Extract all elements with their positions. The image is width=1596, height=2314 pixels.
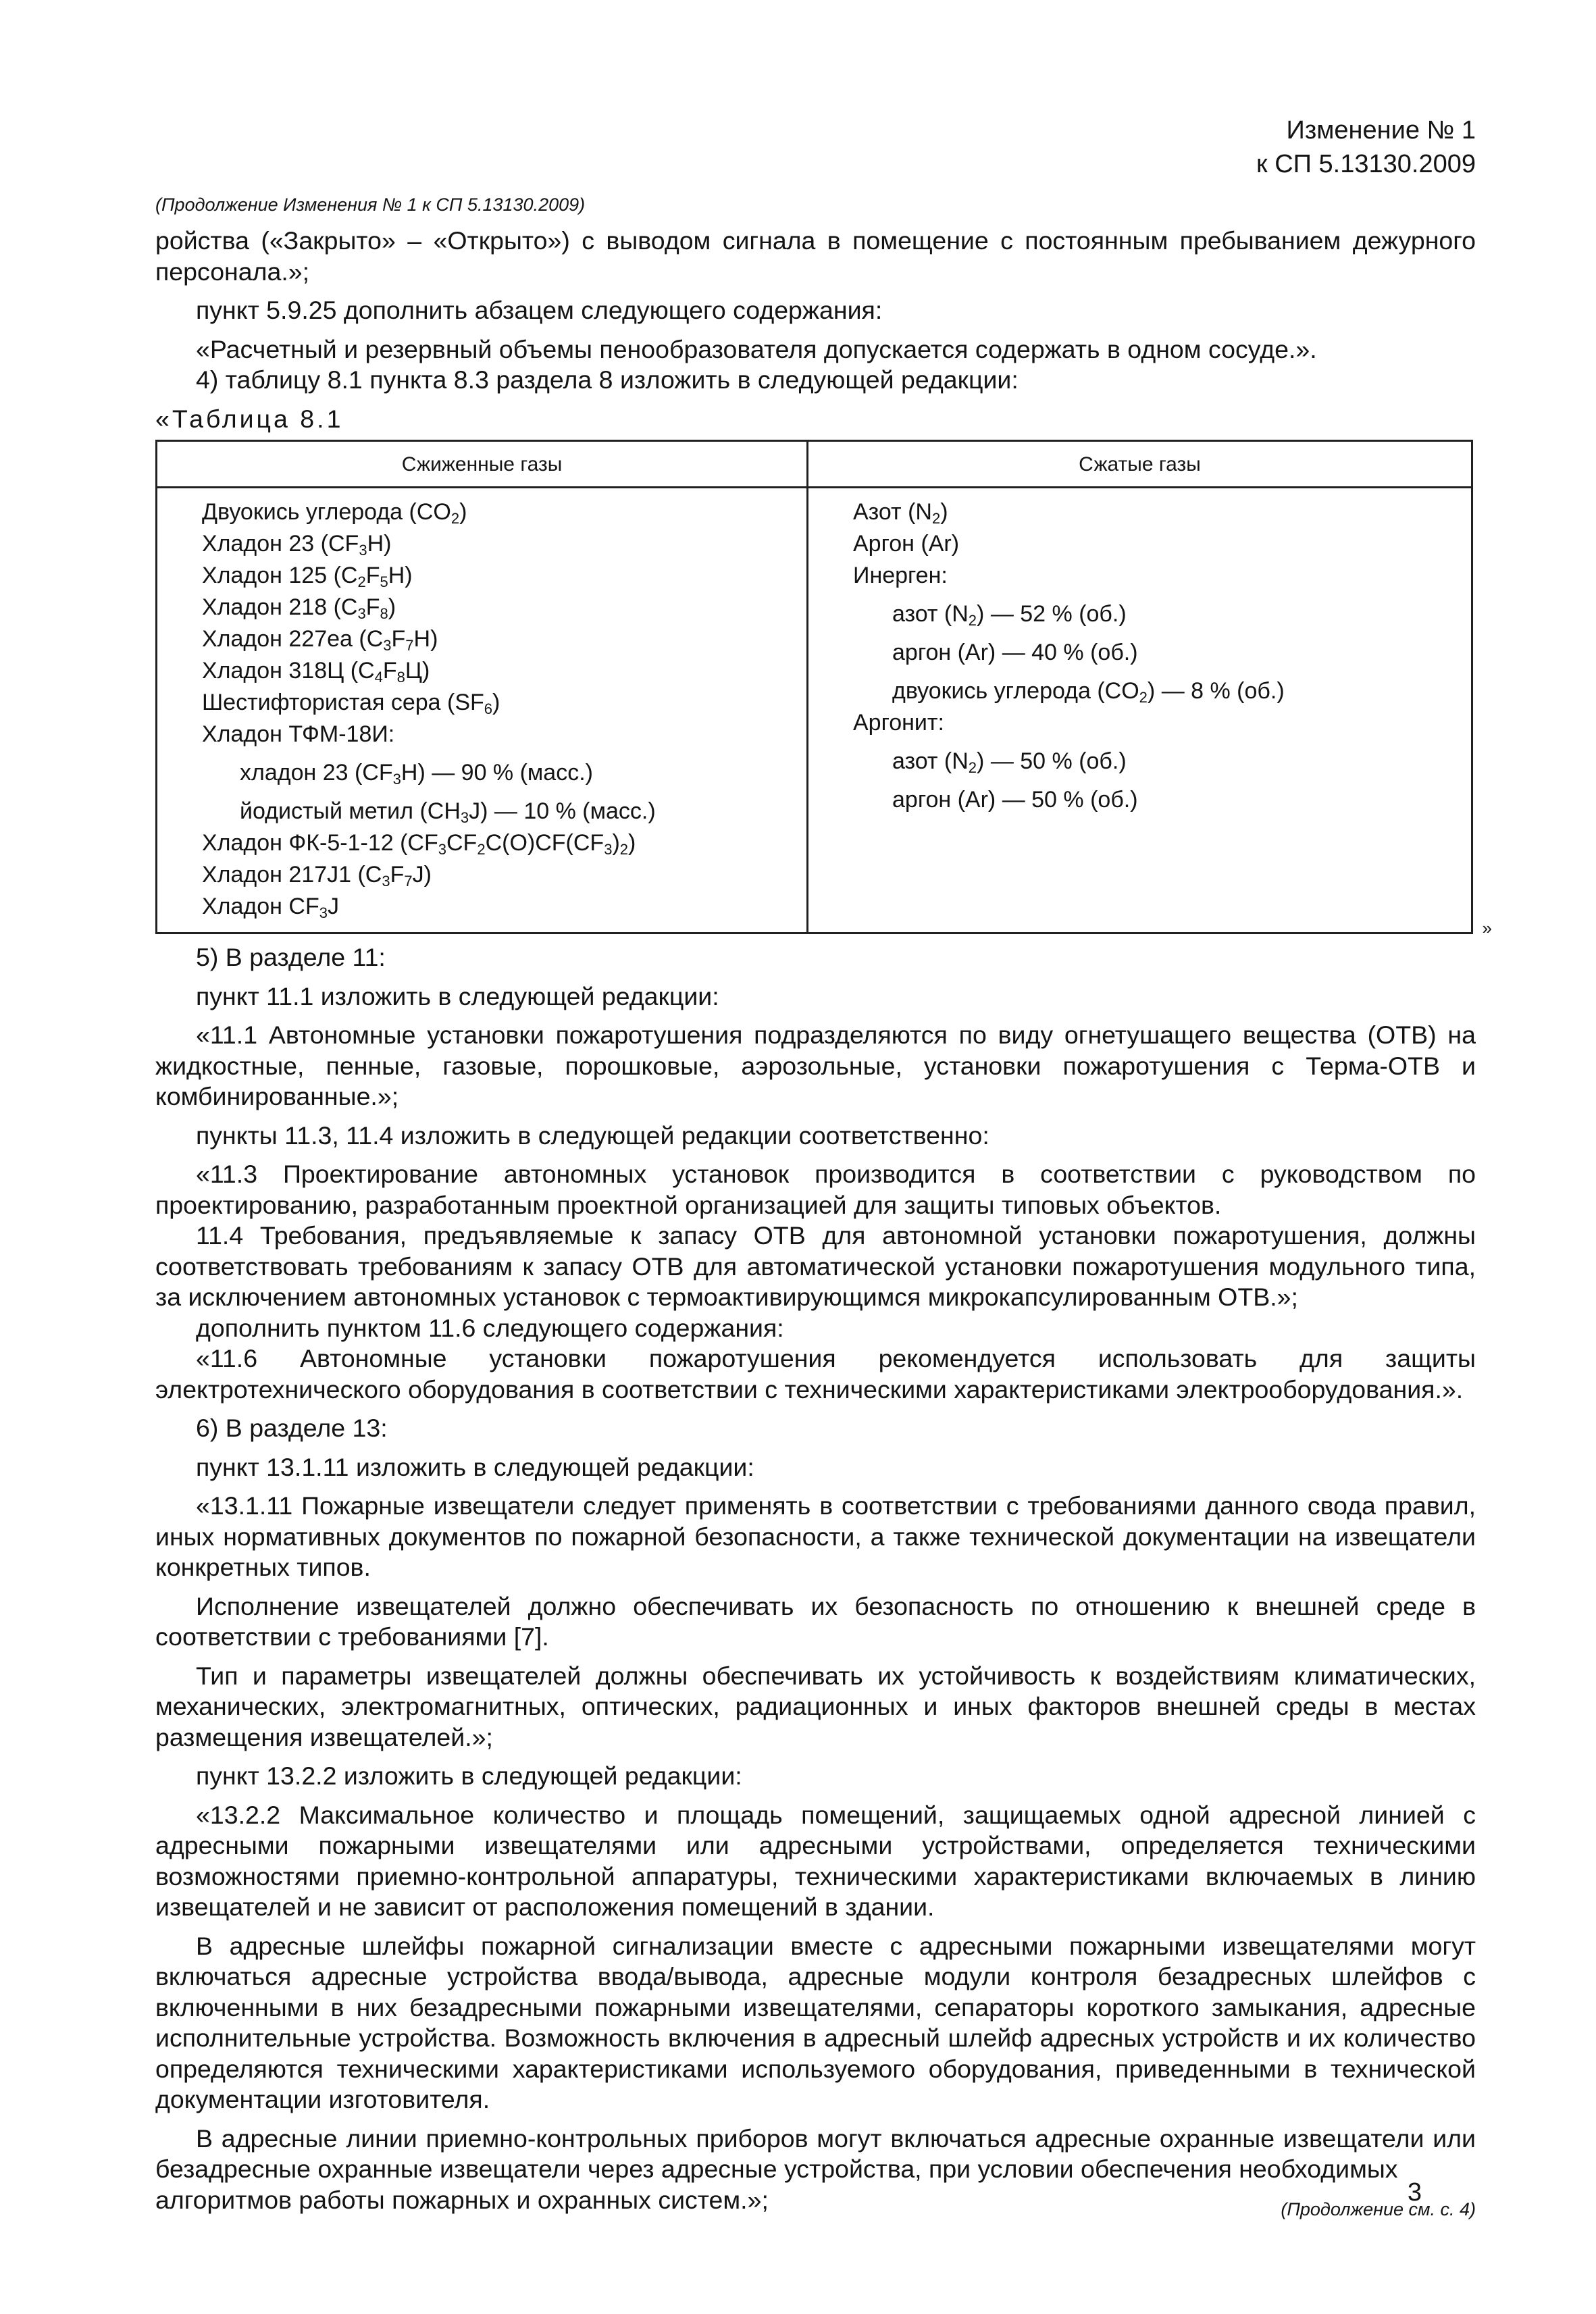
paragraph: дополнить пунктом 11.6 следующего содержания:: [196, 1313, 784, 1342]
document-code: к СП 5.13130.2009: [1256, 150, 1476, 178]
list-item: Хладон 227ea $(C_3F_7H)$: [202, 626, 438, 654]
section-heading: 5) В разделе 11:: [196, 943, 386, 971]
paragraph: «11.1 Автономные установки пожаротушения подразделяются по виду огнетушащего вещества (ОТВ) на жидкостные, пенные, газовые, порошковые, аэрозольные, установки пожаротушения с Терма-ОТВ и комбинированные.»;: [155, 1021, 1476, 1110]
list-item: Хладон 318Ц $(C_4F_8Ц)$: [202, 658, 430, 686]
paragraph: «13.2.2 Максимальное количество и площадь помещений, защищаемых одной адресной линией с адресными пожарными извещателями или адресными устройствами, определяется техническими возможностями приемно-контрольной аппаратуры, техническими характеристиками включаемых в линию извещателей и не зависит от расположения помещений в здании.: [155, 1800, 1476, 1921]
paragraph: «Расчетный и резервный объемы пенообразователя допускается содержать в одном сосуде.».: [196, 334, 1317, 363]
paragraph: ройства («Закрыто» – «Открыто») с выводом сигнала в помещение с постоянным пребыванием дежурного персонала.»;: [155, 226, 1476, 286]
list-item: Шестифтористая сера $(SF_6)$: [202, 690, 500, 717]
paragraph: пункт 5.9.25 дополнить абзацем следующего содержания:: [196, 296, 883, 324]
paragraph: Исполнение извещателей должно обеспечивать их безопасность по отношению к внешней среде в соответствии с требованиями [7].: [155, 1591, 1476, 1651]
section-heading: 6) В разделе 13:: [196, 1414, 388, 1442]
document-body: [155, 226, 1492, 2219]
continuation-note-top: (Продолжение Изменения № 1 к СП 5.13130.2009): [155, 195, 586, 215]
table-header-row: [157, 441, 1472, 488]
list-item: Хладон ФК-5-1-12 $(CF_3CF_2C(O)CF(CF_3)_2)$: [202, 830, 636, 858]
paragraph: пункт 13.2.2 изложить в следующей редакции:: [196, 1762, 742, 1790]
page-header: [1256, 113, 1476, 181]
table-8-1: [155, 440, 1473, 934]
list-item: Инерген:: [853, 563, 948, 588]
list-subitem: йодистый метил $(CH_3J)$ — 10 % (масс.): [240, 798, 656, 826]
column-header-liquefied-gases: Сжиженные газы: [157, 441, 808, 488]
list-item: Азот $(N_2)$: [853, 499, 948, 527]
paragraph: В адресные линии приемно-контрольных приборов могут включаться адресные охранные извещатели или безадресные охранные извещатели через адресные устройства, при условии обеспечения необходимых: [155, 2124, 1476, 2183]
continuation-note-bottom: (Продолжение см. с. 4): [1281, 2199, 1476, 2219]
amendment-number: Изменение № 1: [1286, 116, 1476, 145]
list-item: Хладон $CF_3J$: [202, 894, 339, 921]
paragraph: «13.1.11 Пожарные извещатели следует применять в соответствии с требованиями данного свода правил, иных нормативных документов по пожарной безопасности, а также технической документации на извещатели конкретных типов.: [155, 1491, 1476, 1581]
paragraph: 11.4 Требования, предъявляемые к запасу ОТВ для автономной установки пожаротушения, должны соответствовать требованиям к запасу ОТВ для автоматической установки пожаротушения модульного типа, за исключением автономных установок с термоактивирующимся микрокапсулированным ОТВ.»;: [155, 1221, 1476, 1311]
table-caption: «Таблица 8.1: [155, 404, 344, 433]
paragraph: пункт 13.1.11 изложить в следующей редакции:: [196, 1452, 754, 1481]
compressed-gases-cell: [808, 488, 1472, 933]
list-subitem: азот $(N_2)$ — 50 % (об.): [892, 748, 1127, 776]
liquefied-gases-cell: [157, 488, 808, 933]
table-closing-quote: »: [1482, 917, 1492, 938]
page-number: 3: [1407, 2178, 1422, 2207]
list-subitem: двуокись углерода $(CO_2)$ — 8 % (об.): [892, 678, 1285, 706]
paragraph: Тип и параметры извещателей должны обеспечивать их устойчивость к воздействиям климатических, механических, электромагнитных, оптических, радиационных и иных факторов внешней среды в местах размещения извещателей.»;: [155, 1661, 1476, 1751]
list-item: Хладон 23 $(CF_3H)$: [202, 531, 392, 559]
list-item: Хладон 125 $(C_2F_5H)$: [202, 563, 413, 590]
list-item: Аргон (Ar): [853, 531, 960, 557]
paragraph: «11.3 Проектирование автономных установок производится в соответствии с руководством по проектированию, разработанным проектной организацией для защиты типовых объектов.: [155, 1160, 1476, 1219]
list-subitem: хладон 23 $(CF_3H)$ — 90 % (масс.): [240, 760, 593, 788]
list-item: Хладон 217J1 $(C_3F_7J)$: [202, 862, 432, 890]
paragraph-last-line: алгоритмов работы пожарных и охранных систем.»;: [155, 2185, 769, 2214]
list-item: Хладон ТФМ-18И:: [202, 721, 395, 747]
list-subitem: аргон (Ar) — 50 % (об.): [892, 787, 1138, 813]
paragraph: пункт 11.1 изложить в следующей редакции:: [196, 981, 719, 1010]
paragraph: пункты 11.3, 11.4 изложить в следующей редакции соответственно:: [196, 1121, 989, 1150]
list-subitem: аргон (Ar) — 40 % (об.): [892, 640, 1138, 665]
table-8-1-wrapper: [155, 440, 1492, 938]
table-body-row: [157, 488, 1472, 933]
list-item: Хладон 218 $(C_3F_8)$: [202, 594, 396, 622]
list-item: Аргонит:: [853, 710, 944, 736]
list-item: Двуокись углерода $(CO_2)$: [202, 499, 467, 527]
paragraph: «11.6 Автономные установки пожаротушения рекомендуется использовать для защиты электротехнического оборудования в соответствии с техническими характеристиками электрооборудования.».: [155, 1344, 1476, 1404]
list-subitem: азот $(N_2)$ — 52 % (об.): [892, 601, 1127, 629]
paragraph: В адресные шлейфы пожарной сигнализации вместе с адресными пожарными извещателями могут включаться адресные устройства ввода/вывода, адресные модули контроля безадресных шлейфов с включенными в них безадресными пожарными извещателями, сепараторы короткого замыкания, адресные исполнительные устройства. Возможность включения в адресный шлейф адресных устройств и их количество определяются техническими характеристиками используемого оборудования, приведенными в технической документации изготовителя.: [155, 1931, 1476, 2113]
paragraph: 4) таблицу 8.1 пункта 8.3 раздела 8 изложить в следующей редакции:: [196, 365, 1019, 394]
last-line-row: [155, 2185, 1476, 2219]
column-header-compressed-gases: Сжатые газы: [808, 441, 1472, 488]
